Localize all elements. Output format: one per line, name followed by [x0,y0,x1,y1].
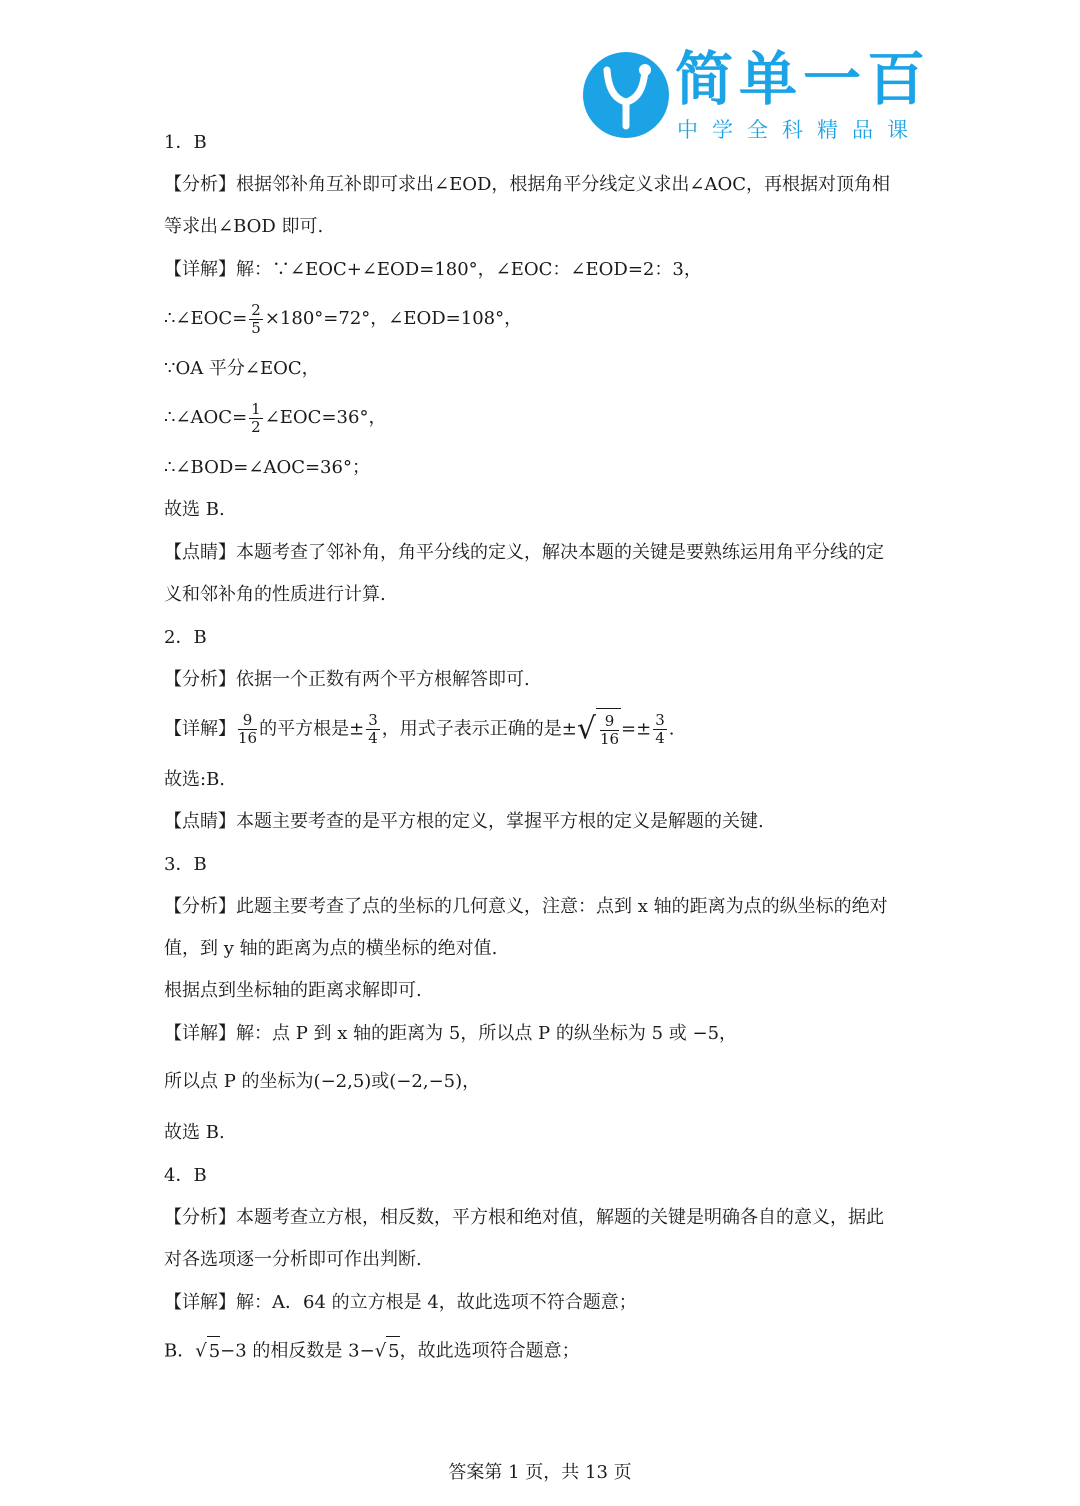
q2-text-3: =± [621,718,652,740]
q3-detail-text: 解：点 P 到 x 轴的距离为 5，所以点 P 的纵坐标为 5 或 −5， [236,1023,738,1044]
sqrt-symbol: √ 5 [195,1336,220,1367]
answer-1: 1．B [164,132,207,153]
fraction [653,713,667,746]
q4-analysis-line-2: 对各选项逐一分析即可作出判断. [164,1249,422,1270]
q2-comment-text: 本题主要考查的是平方根的定义，掌握平方根的定义是解题的关键. [236,811,764,832]
numerator: 9 [238,713,257,730]
q1-detail-text: 解：∵∠EOC+∠EOD=180°，∠EOC：∠EOD=2：3， [236,259,702,280]
q2-analysis [164,668,530,692]
q1-comment-line-2: 义和邻补角的性质进行计算. [164,584,386,605]
q1-l4-post: ∠EOC=36°， [264,407,387,428]
denominator: 16 [599,729,620,748]
numerator: 1 [251,399,261,418]
q3-analysis-text: 此题主要考查了点的坐标的几何意义，注意：点到 x 轴的距离为点的纵坐标的绝对 [236,896,888,917]
fraction [599,711,620,748]
q1-analysis-line-1 [164,173,890,197]
numerator: 2 [251,300,261,319]
logo-subtitle: 中学全科精品课 [677,118,922,142]
numerator: 3 [655,711,665,729]
numerator: 9 [600,714,619,731]
denominator: 4 [655,729,665,747]
q4-analysis-line-1 [164,1206,884,1230]
q2-analysis-text: 依据一个正数有两个平方根解答即可. [236,669,530,690]
q1-choose: 故选 B. [164,499,225,520]
q2-detail [164,708,675,751]
q2-comment [164,810,764,834]
q4-option-b [164,1336,580,1367]
denominator: 4 [368,729,378,747]
detail-tag: 【详解】 [164,1292,236,1313]
q4-analysis-text: 本题考查立方根，相反数，平方根和绝对值，解题的关键是明确各自的意义，据此 [236,1207,884,1228]
analysis-tag: 【分析】 [164,174,236,195]
q1-detail-line-4 [164,398,386,438]
q3-analysis-line-2: 值，到 y 轴的距离为点的横坐标的绝对值. [164,938,498,959]
q3-analysis-line-3: 根据点到坐标轴的距离求解即可. [164,980,422,1001]
q4-b-post: ，故此选项符合题意； [399,1340,580,1362]
q3-choose: 故选 B. [164,1122,225,1143]
logo-circle-icon [583,52,669,138]
q2-text-2: ，用式子表示正确的是± [381,718,577,740]
q4-detail-text: 解：A．64 的立方根是 4，故此选项不符合题意； [236,1292,637,1313]
q1-detail-line-2 [164,299,522,339]
logo-title: 简单一百 [675,45,932,113]
radicand: 5 [386,1336,399,1367]
sqrt-symbol: √ $\frac{9}{16}$ [577,708,621,751]
q1-comment-text: 本题考查了邻补角，角平分线的定义，解决本题的关键是要熟练运用角平分线的定 [236,542,884,563]
q4-detail-line-1 [164,1291,637,1315]
analysis-tag: 【分析】 [164,669,236,690]
radicand: 5 [207,1336,220,1367]
q2-choose: 故选:B. [164,769,226,790]
fraction [366,713,380,746]
page-footer: 答案第 1 页，共 13 页 [448,1462,632,1483]
detail-tag: 【详解】 [164,1023,236,1044]
q1-detail-line-3: ∵OA 平分∠EOC， [164,358,320,379]
analysis-tag: 【分析】 [164,1207,236,1228]
q1-l4-pre: ∴∠AOC= [164,407,248,428]
denominator: 5 [251,318,261,337]
q1-l2-pre: ∴∠EOC= [164,308,248,329]
option-label: B． [164,1340,196,1362]
fraction [249,399,263,436]
brand-logo [583,45,933,142]
answer-2: 2．B [164,627,207,648]
q3-detail-line-1 [164,1022,737,1046]
q1-l2-post: ×180°=72°，∠EOD=108°， [264,308,523,329]
detail-tag: 【详解】 [164,259,236,280]
numerator: 3 [368,711,378,729]
q4-b-mid: −3 的相反数是 3− [220,1340,375,1362]
comment-tag: 【点睛】 [164,542,236,563]
q1-analysis-line-2: 等求出∠BOD 即可. [164,216,324,237]
q3-detail-line-2: 所以点 P 的坐标为(−2,5)或(−2,−5)， [164,1071,481,1092]
answer-3: 3．B [164,854,207,875]
fraction [249,300,263,337]
comment-tag: 【点睛】 [164,811,236,832]
denominator: 2 [251,417,261,436]
q3-analysis-line-1 [164,895,888,919]
q1-analysis-text: 根据邻补角互补即可求出∠EOD，根据角平分线定义求出∠AOC，再根据对顶角相 [236,174,891,195]
q2-text-1: 的平方根是± [259,718,365,740]
q1-detail-line-5: ∴∠BOD=∠AOC=36°； [164,457,370,478]
q1-comment-line-1 [164,541,884,565]
q1-detail-line-1 [164,258,702,282]
answer-4: 4．B [164,1165,207,1186]
fraction [238,713,257,746]
sqrt-symbol: √ 5 [375,1336,400,1367]
q2-text-4: . [668,718,675,740]
denominator: 16 [238,729,258,747]
analysis-tag: 【分析】 [164,896,236,917]
detail-tag: 【详解】 [164,718,236,740]
